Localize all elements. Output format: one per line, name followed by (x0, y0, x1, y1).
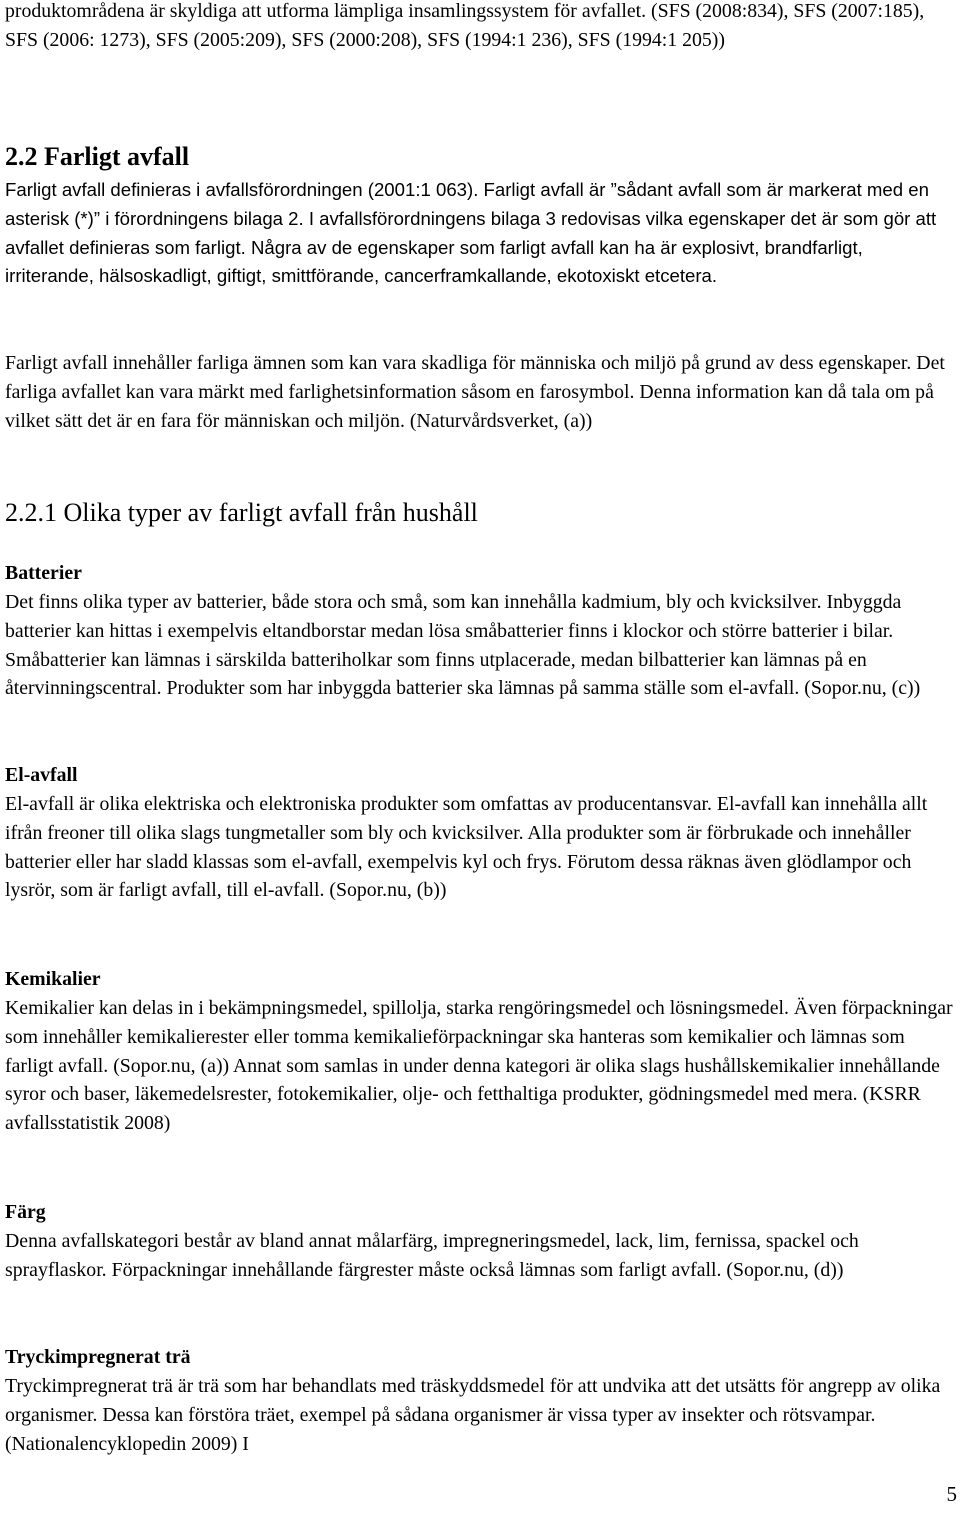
category-heading-tryckimpregnerat-tra: Tryckimpregnerat trä (5, 1346, 191, 1368)
farligt-avfall-description-paragraph: Farligt avfall innehåller farliga ämnen som kan vara skadliga för människa och miljö på grund av dess egenskaper. Det farliga avfallet kan vara märkt med farlighetsinformation såsom en farosymbol. Denna information kan då tala om på vilket sätt det är en fara för människan och miljön. (Naturvårdsverket, (a)) (5, 352, 945, 432)
category-text-farg: Denna avfallskategori består av bland annat målarfärg, impregneringsmedel, lack, lim, fernissa, spackel och sprayflaskor. Förpackningar innehållande färgrester måste också lämnas som farligt avfall. (Sopor.nu, (d)) (5, 1230, 859, 1281)
category-text-batterier: Det finns olika typer av batterier, både stora och små, som kan innehålla kadmium, bly och kvicksilver. Inbyggda batterier kan hittas i exempelvis eltandborstar medan lösa småbatterier finns i klockor och större batterier i bilar. Småbatterier kan lämnas i särskilda batteriholkar som finns utplacerade, medan bilbatterier kan lämnas på en återvinningscentral. Produkter som har inbyggda batterier ska lämnas på samma ställe som el-avfall. (Sopor.nu, (c)) (5, 591, 921, 700)
category-heading-farg: Färg (5, 1201, 46, 1223)
intro-paragraph: produktområdena är skyldiga att utforma lämpliga insamlingssystem för avfallet. (SFS (2008:834), SFS (2007:185), SFS (2006: 1273), SFS (2005:209), SFS (2000:208), SFS (1994:1 236), SFS (1994:1 205)) (5, 0, 925, 51)
category-heading-el-avfall: El-avfall (5, 764, 78, 786)
farligt-avfall-definition-paragraph: Farligt avfall definieras i avfallsförordningen (2001:1 063). Farligt avfall är ”sådant avfall som är markerat med en asterisk (*)” i förordningens bilaga 2. I avfallsförordningens bilaga 3 redovisas vilka egenskaper det är som gör att avfallet definieras som farligt. Några av de egenskaper som farligt avfall kan ha är explosivt, brandfarligt, irriterande, hälsoskadligt, giftigt, smittförande, cancerframkallande, ekotoxiskt etcetera. (5, 179, 937, 287)
category-text-el-avfall: El-avfall är olika elektriska och elektroniska produkter som omfattas av producentansvar. El-avfall kan innehålla allt ifrån freoner till olika slags tungmetaller som bly och kvicksilver. Alla produkter som är förbrukade och innehåller batterier eller har sladd klassas som el-avfall, exempelvis kyl och frys. Förutom dessa räknas även glödlampor och lysrör, som är farligt avfall, till el-avfall. (Sopor.nu, (b)) (5, 793, 928, 902)
category-text-kemikalier: Kemikalier kan delas in i bekämpningsmedel, spillolja, starka rengöringsmedel och lösningsmedel. Även förpackningar som innehåller kemikalierester eller tomma kemikalieförpackningar ska hanteras som kemikalier och lämnas som farligt avfall. (Sopor.nu, (a)) Annat som samlas in under denna kategori är olika slags hushållskemikalier innehållande syror och baser, läkemedelsrester, fotokemikalier, olje- och fetthaltiga produkter, gödningsmedel med mera. (KSRR avfallsstatistik 2008) (5, 997, 953, 1135)
subsection-heading-household-waste-types: 2.2.1 Olika typer av farligt avfall från hushåll (5, 498, 478, 527)
section-heading-farligt-avfall: 2.2 Farligt avfall (5, 142, 190, 171)
page-number: 5 (946, 1482, 957, 1506)
category-heading-kemikalier: Kemikalier (5, 968, 101, 990)
category-text-tryckimpregnerat-tra: Tryckimpregnerat trä är trä som har behandlats med träskyddsmedel för att undvika att det utsätts för angrepp av olika organismer. Dessa kan förstöra träet, exempel på sådana organismer är vissa typer av insekter och rötsvampar. (Nationalencyklopedin 2009) I (5, 1375, 941, 1455)
category-heading-batterier: Batterier (5, 562, 82, 584)
